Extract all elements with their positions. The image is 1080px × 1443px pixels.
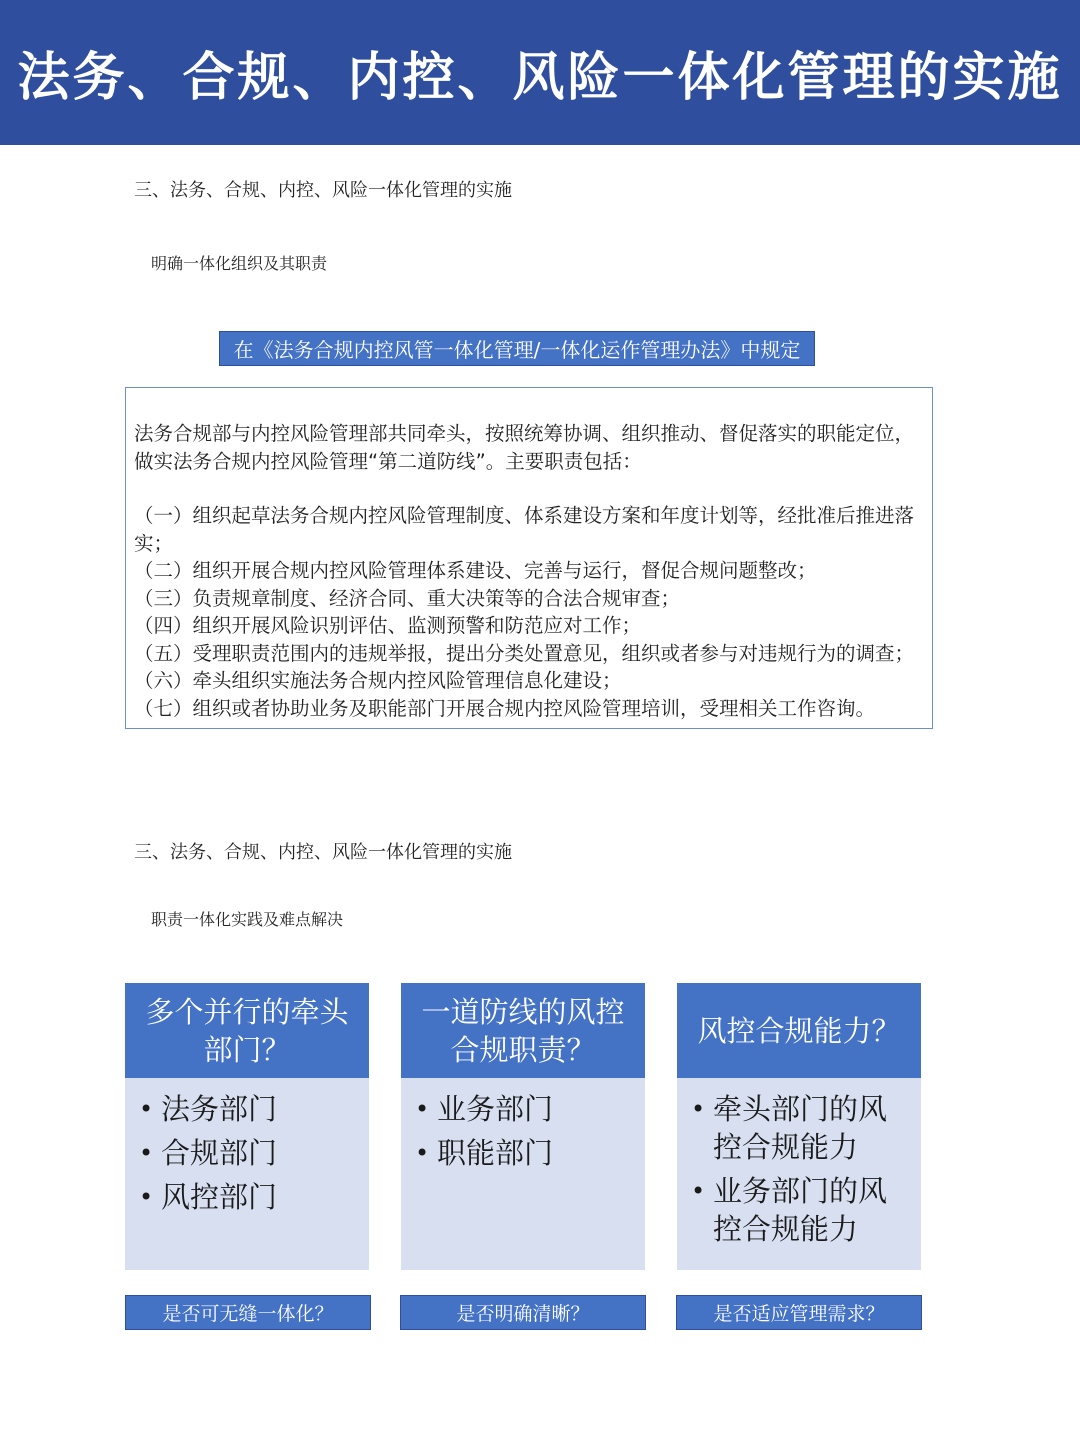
section2-heading: 三、法务、合规、内控、风险一体化管理的实施 xyxy=(134,842,512,863)
duties-box xyxy=(125,387,933,729)
column-item: • 法务部门 xyxy=(139,1090,355,1128)
column-item: • 合规部门 xyxy=(139,1134,355,1172)
duty-item: （七）组织或者协助业务及职能部门开展合规内控风险管理培训，受理相关工作咨询。 xyxy=(134,696,876,720)
column-item: • 业务部门 xyxy=(415,1090,631,1128)
duty-item: （六）牵头组织实施法务合规内控风险管理信息化建设； xyxy=(134,669,622,692)
title-banner xyxy=(0,0,1080,145)
section1-heading: 三、法务、合规、内控、风险一体化管理的实施 xyxy=(134,180,512,201)
duty-item: （一）组织起草法务合规内控风险管理制度、体系建设方案和年度计划等，经批准后推进落实； xyxy=(134,504,915,555)
column-risk-compliance-capability xyxy=(677,983,921,1270)
regulation-tag: 在《法务合规内控风管一体化管理/一体化运作管理办法》中规定 xyxy=(219,331,815,366)
column-lead-departments xyxy=(125,983,369,1270)
column-body xyxy=(401,1078,645,1270)
column-body xyxy=(125,1078,369,1270)
column-title: 多个并行的牵头部门？ xyxy=(125,983,369,1078)
column-title: 一道防线的风控合规职责？ xyxy=(401,983,645,1078)
column-item: • 风控部门 xyxy=(139,1178,355,1216)
page-title: 法务、合规、内控、风险一体化管理的实施 xyxy=(17,48,1063,108)
duty-item: （四）组织开展风险识别评估、监测预警和防范应对工作； xyxy=(134,614,642,637)
column-item: • 职能部门 xyxy=(415,1134,631,1172)
section1-subheading: 明确一体化组织及其职责 xyxy=(151,254,328,273)
duty-item: （三）负责规章制度、经济合同、重大决策等的合法合规审查； xyxy=(134,586,681,610)
question-label-3: 是否适应管理需求？ xyxy=(676,1295,922,1330)
column-item: • 业务部门的风控合规能力 xyxy=(691,1172,907,1248)
question-label-1: 是否可无缝一体化？ xyxy=(125,1295,371,1330)
duty-item: （二）组织开展合规内控风险管理体系建设、完善与运行，督促合规问题整改； xyxy=(134,559,817,582)
column-item: • 牵头部门的风控合规能力 xyxy=(691,1090,907,1166)
column-body xyxy=(677,1078,921,1270)
duty-item: （五）受理职责范围内的违规举报，提出分类处置意见，组织或者参与对违规行为的调查； xyxy=(134,641,915,665)
column-title: 风控合规能力？ xyxy=(677,983,921,1078)
duties-intro: 法务合规部与内控风险管理部共同牵头，按照统筹协调、组织推动、督促落实的职能定位，做实法务合规内控风险管理“第二道防线”。主要职责包括： xyxy=(134,422,915,473)
column-first-line-defense xyxy=(401,983,645,1270)
section2-subheading: 职责一体化实践及难点解决 xyxy=(151,910,344,929)
question-label-2: 是否明确清晰？ xyxy=(400,1295,646,1330)
